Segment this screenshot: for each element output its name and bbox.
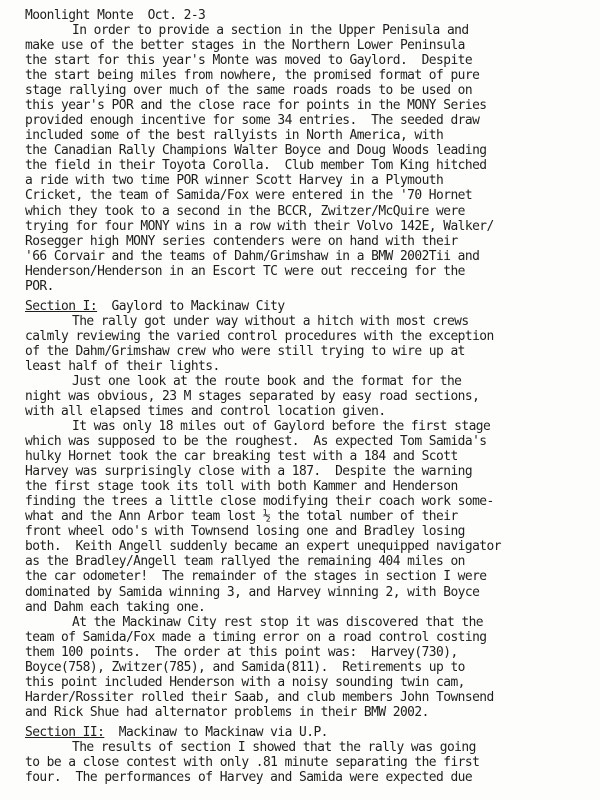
section-1-line: the first stage took its toll with both Kammer and Henderson — [25, 479, 458, 494]
section-1-line: this point included Henderson with a noisy sounding twin cam, — [25, 675, 465, 690]
section-1-line: front wheel odo's with Townsend losing one and Bradley losing — [25, 524, 465, 539]
section-1-line: The rally got under way without a hitch with most crews — [72, 314, 469, 329]
section-1-line: least half of their lights. — [25, 359, 220, 374]
section-2-heading-row — [25, 725, 328, 740]
intro-line: make use of the better stages in the Northern Lower Peninsula — [25, 38, 465, 53]
intro-line: which they took to a second in the BCCR, Zwitzer/McQuire were — [25, 204, 465, 219]
section-1-line: of the Dahm/Grimshaw crew who were still trying to wire up at — [25, 344, 465, 359]
section-2-line: four. The performances of Harvey and Samida were expected due — [25, 770, 473, 785]
section-1-line: hulky Hornet took the car breaking test with a 184 and Scott — [25, 449, 458, 464]
intro-line: trying for four MONY wins in a row with their Volvo 142E, Walker/ — [25, 219, 494, 234]
section-1-subtitle: Gaylord to Mackinaw City — [97, 299, 285, 314]
intro-line: POR. — [25, 279, 54, 294]
intro-line: the start for this year's Monte was moved to Gaylord. Despite — [25, 53, 473, 68]
section-1-line: and Dahm each taking one. — [25, 600, 206, 615]
section-1-line: which was supposed to be the roughest. As expected Tom Samida's — [25, 434, 487, 449]
section-1-line: At the Mackinaw City rest stop it was discovered that the — [72, 615, 484, 630]
section-2-heading: Section II: — [25, 725, 105, 740]
section-1-line: the car odometer! The remainder of the stages in section I were — [25, 569, 487, 584]
section-1-line: what and the Ann Arbor team lost ½ the total number of their — [25, 509, 458, 524]
intro-line: the Canadian Rally Champions Walter Boyce and Doug Woods leading — [25, 143, 487, 158]
section-1-line: Just one look at the route book and the format for the — [72, 374, 462, 389]
section-1-line: Harvey was surprisingly close with a 187. Despite the warning — [25, 464, 473, 479]
intro-line: the start being miles from nowhere, the promised format of pure — [25, 68, 480, 83]
section-1-line: team of Samida/Fox made a timing error on a road control costing — [25, 630, 487, 645]
section-1-line: Boyce(758), Zwitzer(785), and Samida(811). Retirements up to — [25, 660, 465, 675]
intro-line: included some of the best rallyists in North America, with — [25, 128, 444, 143]
intro-line: Henderson/Henderson in an Escort TC were out recceing for the — [25, 264, 465, 279]
section-2-subtitle: Mackinaw to Mackinaw via U.P. — [104, 725, 328, 740]
section-1-line: dominated by Samida winning 3, and Harvey winning 2, with Boyce — [25, 585, 480, 600]
section-1-heading-row — [25, 299, 285, 314]
section-2-line: The results of section I showed that the rally was going — [72, 740, 476, 755]
section-1-line: both. Keith Angell suddenly became an expert unequipped navigator — [25, 539, 501, 554]
intro-line: Rosegger high MONY series contenders were on hand with their — [25, 234, 458, 249]
intro-line: '66 Corvair and the teams of Dahm/Grimshaw in a BMW 2002Tii and — [25, 249, 480, 264]
intro-line: this year's POR and the close race for points in the MONY Series — [25, 98, 487, 113]
section-1-line: Harder/Rossiter rolled their Saab, and club members John Townsend — [25, 690, 494, 705]
intro-line: provided enough incentive for some 34 entries. The seeded draw — [25, 113, 480, 128]
intro-line: a ride with two time POR winner Scott Harvey in a Plymouth — [25, 173, 444, 188]
document-title: Moonlight Monte Oct. 2-3 — [25, 8, 206, 23]
intro-line: Cricket, the team of Samida/Fox were entered in the '70 Hornet — [25, 188, 473, 203]
intro-line: stage rallying over much of the same roads roads to be used on — [25, 83, 473, 98]
section-1-line: night was obvious, 23 M stages separated by easy road sections, — [25, 389, 480, 404]
section-1-line: them 100 points. The order at this point was: Harvey(730), — [25, 645, 458, 660]
section-1-line: It was only 18 miles out of Gaylord before the first stage — [72, 419, 491, 434]
section-2-line: to be a close contest with only .81 minute separating the first — [25, 755, 480, 770]
section-1-line: as the Bradley/Angell team rallyed the remaining 404 miles on — [25, 554, 465, 569]
section-1-line: and Rick Shue had alternator problems in their BMW 2002. — [25, 705, 429, 720]
section-1-line: with all elapsed times and control location given. — [25, 404, 386, 419]
section-1-line: finding the trees a little close modifying their coach work some- — [25, 494, 494, 509]
intro-line: the field in their Toyota Corolla. Club member Tom King hitched — [25, 158, 487, 173]
intro-line: In order to provide a section in the Upper Penisula and — [72, 23, 469, 38]
section-1-line: calmly reviewing the varied control procedures with the exception — [25, 329, 494, 344]
section-1-heading: Section I: — [25, 299, 98, 314]
